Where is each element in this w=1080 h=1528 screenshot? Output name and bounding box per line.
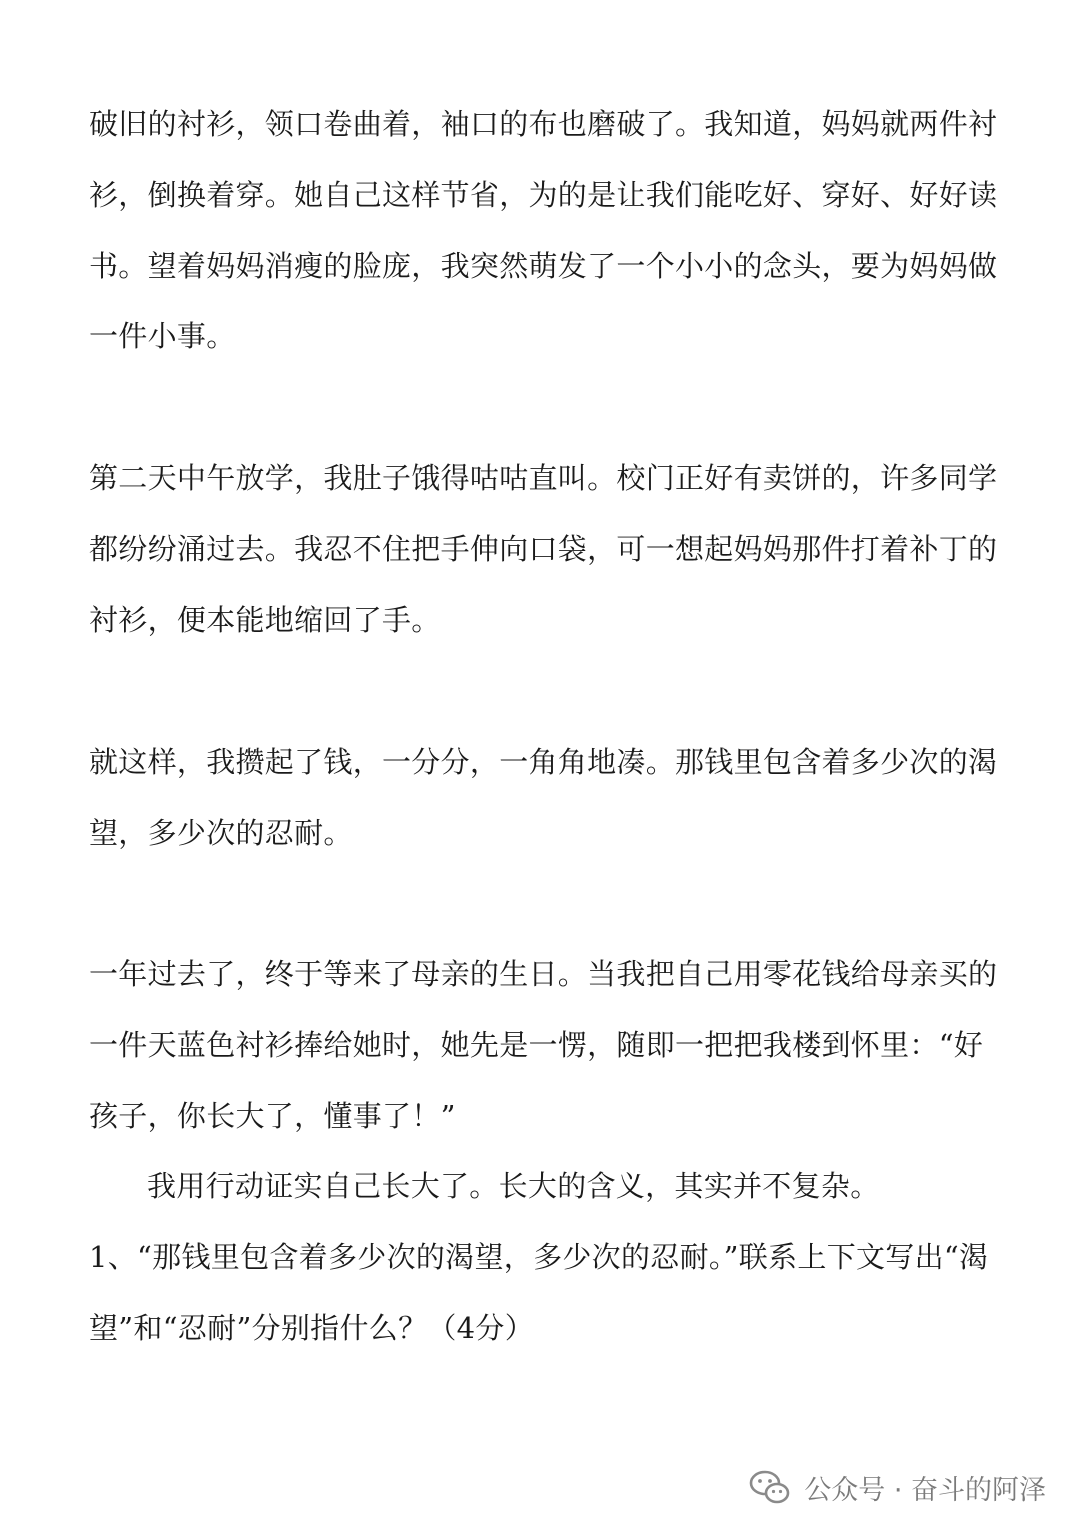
text-line: 一件小事。 — [89, 319, 236, 353]
text-line: 一件天蓝色衬衫捧给她时，她先是一愣，随即一把把我楼到怀里：“好 — [89, 1028, 984, 1062]
wechat-icon — [748, 1469, 792, 1505]
text-line: 第二天中午放学，我肚子饿得咕咕直叫。校门正好有卖饼的，许多同学 — [89, 461, 998, 495]
text-line: 都纷纷涌过去。我忍不住把手伸向口袋，可一想起妈妈那件打着补丁的 — [89, 532, 998, 566]
watermark — [748, 1462, 1046, 1512]
text-line: 一年过去了，终于等来了母亲的生日。当我把自己用零花钱给母亲买的 — [89, 957, 998, 991]
text-line: 衫，倒换着穿。她自己这样节省，为的是让我们能吃好、穿好、好好读 — [89, 178, 998, 212]
text-line: 孩子，你长大了，懂事了！” — [89, 1099, 456, 1133]
text-line: 书。望着妈妈消瘦的脸庞，我突然萌发了一个小小的念头，要为妈妈做 — [89, 249, 998, 283]
text-line: 我用行动证实自己长大了。长大的含义，其实并不复杂。 — [147, 1169, 880, 1203]
text-line: 就这样，我攒起了钱，一分分，一角角地凑。那钱里包含着多少次的渴 — [89, 745, 998, 779]
text-line: 破旧的衬衫，领口卷曲着，袖口的布也磨破了。我知道，妈妈就两件衬 — [89, 107, 998, 141]
text-line: 衬衫，便本能地缩回了手。 — [89, 603, 441, 637]
watermark-text: 公众号 · 奋斗的阿泽 — [804, 1474, 1046, 1506]
question-line: 望”和“忍耐”分别指什么？（4分） — [89, 1311, 535, 1345]
text-line: 望，多少次的忍耐。 — [89, 816, 353, 850]
question-line: 1、“那钱里包含着多少次的渴望，多少次的忍耐。”联系上下文写出“渴 — [89, 1240, 989, 1274]
